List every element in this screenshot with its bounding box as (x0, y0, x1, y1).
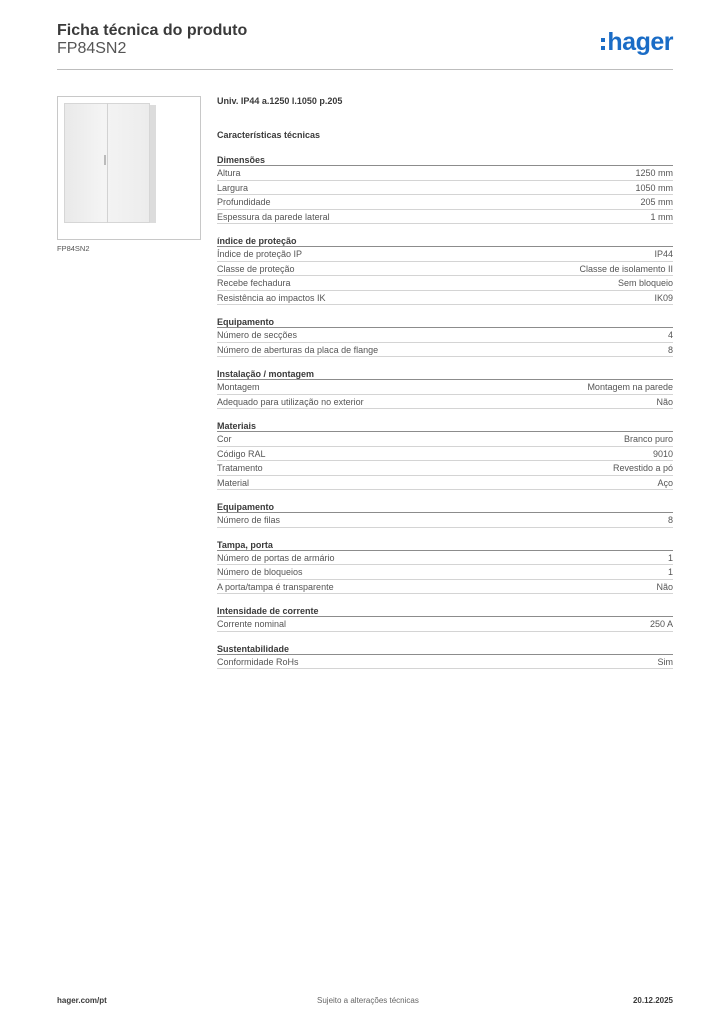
spec-value: Aço (657, 477, 673, 488)
spec-row (217, 395, 673, 410)
spec-title: Univ. IP44 a.1250 l.1050 p.205 (217, 96, 343, 106)
spec-value: 1050 mm (635, 182, 673, 193)
spec-value: Sem bloqueio (617, 278, 673, 288)
section-title: Sustentabilidade (217, 643, 673, 655)
spec-row (217, 291, 673, 306)
spec-row (217, 247, 673, 262)
section-title: Equipamento (217, 316, 673, 328)
logo-text: hager (607, 28, 673, 56)
spec-row (217, 580, 673, 595)
spec-section (217, 368, 673, 409)
spec-value: Revestido a pó (612, 463, 673, 473)
section-title: índice de proteção (217, 235, 673, 247)
spec-value: Não (656, 396, 673, 407)
spec-value: 8 (667, 515, 673, 525)
spec-value: 1250 mm (635, 168, 673, 178)
spec-label: Número de bloqueios (217, 567, 303, 577)
spec-value: Classe de isolamento II (579, 263, 673, 274)
spec-value: 1 mm (650, 211, 673, 222)
cabinet-side (150, 105, 156, 223)
spec-value: 205 mm (640, 197, 673, 207)
spec-label: Índice de proteção IP (217, 249, 303, 259)
footer-disclaimer: Sujeito a alterações técnicas (317, 996, 419, 1005)
spec-label: Profundidade (217, 197, 271, 207)
product-code: FP84SN2 (57, 40, 127, 57)
spec-label: Número de filas (217, 515, 281, 525)
spec-row (217, 551, 673, 566)
image-caption: FP84SN2 (57, 244, 90, 253)
section-title: Dimensões (217, 154, 673, 166)
spec-section (217, 316, 673, 357)
footer-website: hager.com/pt (57, 996, 107, 1005)
spec-value: 1 (667, 567, 673, 577)
footer-date: 20.12.2025 (632, 996, 673, 1005)
spec-label: Código RAL (217, 448, 266, 459)
section-title: Instalação / montagem (217, 368, 673, 380)
spec-row (217, 380, 673, 395)
spec-row (217, 195, 673, 210)
spec-row (217, 181, 673, 196)
spec-label: Corrente nominal (217, 619, 287, 629)
spec-section (217, 154, 673, 224)
page-header (57, 20, 673, 70)
spec-value: IK09 (654, 292, 673, 303)
spec-row (217, 513, 673, 528)
spec-value: 9010 (652, 448, 673, 459)
spec-value: IP44 (654, 249, 673, 259)
spec-row (217, 343, 673, 358)
logo-dots-icon (601, 38, 605, 50)
spec-value: 8 (667, 344, 673, 355)
spec-label: Recebe fechadura (217, 278, 291, 288)
spec-label: Espessura da parede lateral (217, 211, 330, 222)
spec-label: Número de portas de armário (217, 552, 335, 563)
cabinet-door-split (107, 103, 108, 223)
spec-section (217, 605, 673, 632)
spec-row (217, 328, 673, 343)
spec-subtitle: Características técnicas (217, 130, 321, 140)
spec-value: 1 (667, 552, 673, 563)
spec-section (217, 501, 673, 528)
spec-row (217, 447, 673, 462)
spec-label: A porta/tampa é transparente (217, 581, 334, 592)
spec-label: Material (217, 477, 250, 488)
hager-logo (601, 30, 673, 55)
spec-value: Não (656, 581, 673, 592)
cabinet-handle (104, 155, 106, 165)
spec-label: Largura (217, 182, 249, 193)
section-title: Equipamento (217, 501, 673, 513)
spec-sheet (217, 96, 673, 669)
spec-sections (217, 154, 673, 669)
spec-section (217, 420, 673, 490)
spec-row (217, 461, 673, 476)
spec-value: Montagem na parede (587, 382, 673, 392)
spec-row (217, 432, 673, 447)
spec-label: Número de secções (217, 330, 298, 340)
document-title: Ficha técnica do produto (57, 22, 248, 39)
spec-row (217, 655, 673, 670)
spec-label: Classe de proteção (217, 263, 295, 274)
spec-row (217, 276, 673, 291)
spec-row (217, 476, 673, 491)
spec-label: Conformidade RoHs (217, 656, 299, 667)
spec-row (217, 166, 673, 181)
product-image (57, 96, 201, 240)
spec-section (217, 643, 673, 670)
spec-label: Resistência ao impactos IK (217, 292, 326, 303)
spec-value: 4 (667, 330, 673, 340)
section-title: Intensidade de corrente (217, 605, 673, 617)
spec-value: Sim (657, 656, 673, 667)
spec-section (217, 539, 673, 595)
spec-label: Adequado para utilização no exterior (217, 396, 364, 407)
spec-row (217, 565, 673, 580)
section-title: Materiais (217, 420, 673, 432)
spec-label: Cor (217, 434, 232, 444)
spec-label: Tratamento (217, 463, 263, 473)
spec-section (217, 235, 673, 305)
spec-label: Montagem (217, 382, 260, 392)
spec-value: 250 A (649, 619, 673, 629)
spec-value: Branco puro (623, 434, 673, 444)
spec-row (217, 262, 673, 277)
section-title: Tampa, porta (217, 539, 673, 551)
spec-row (217, 210, 673, 225)
spec-row (217, 617, 673, 632)
spec-label: Altura (217, 168, 241, 178)
spec-label: Número de aberturas da placa de flange (217, 344, 379, 355)
